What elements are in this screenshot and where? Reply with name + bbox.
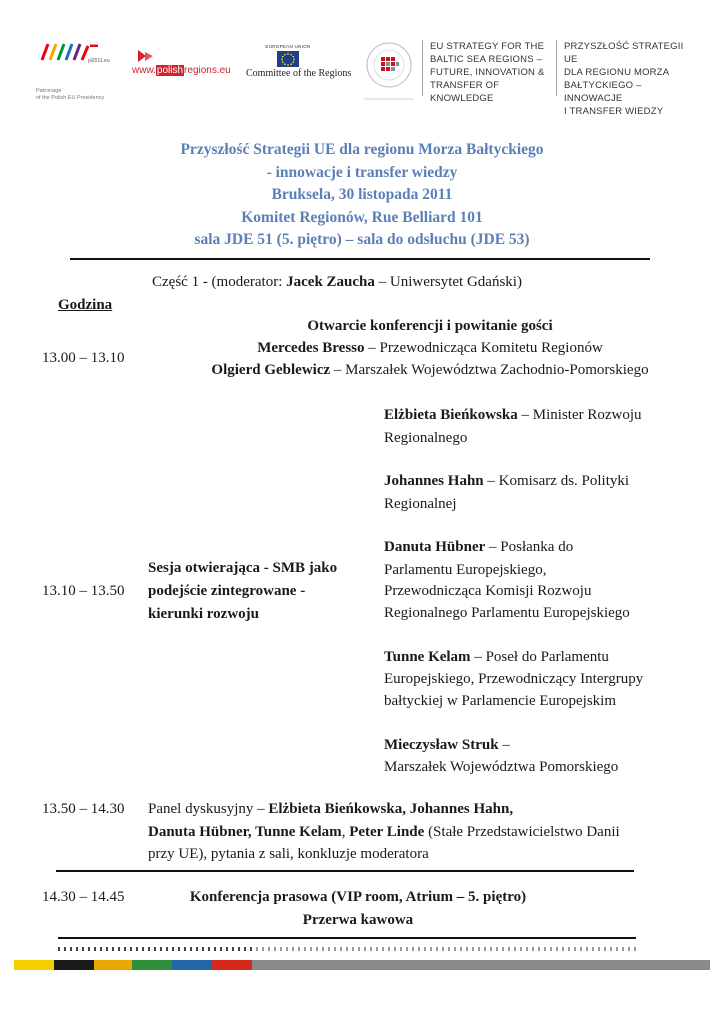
footer-dot (526, 947, 528, 951)
footer-dot (400, 947, 402, 951)
session-title-line: podejście zintegrowane - (148, 583, 306, 599)
footer-dot (88, 947, 90, 951)
footer-dot (466, 947, 468, 951)
panel-line: Panel dyskusyjny – Elżbieta Bieńkowska, Johannes Hahn, (148, 801, 514, 817)
footer-color-segment (54, 960, 94, 970)
title-line: - innowacje i transfer wiedzy (266, 163, 458, 181)
footer-dot (94, 947, 96, 951)
footer-dot (142, 947, 144, 951)
footer-dot (538, 947, 540, 951)
header-title-pl: PRZYSZŁOŚĆ STRATEGII UE DLA REGIONU MORZA BAŁTYCKIEGO – INNOWACJE I TRANSFER WIEDZY (564, 41, 684, 117)
footer-dot (58, 947, 60, 951)
footer-dot (616, 947, 618, 951)
footer-color-segment (252, 960, 481, 970)
part-moderator-line: Część 1 - (moderator: Jacek Zaucha – Uniwersytet Gdański) (152, 274, 522, 290)
footer-dot (220, 947, 222, 951)
footer-dot (586, 947, 588, 951)
footer-dot (532, 947, 534, 951)
footer-dot (598, 947, 600, 951)
footer-dot (370, 947, 372, 951)
footer-dot (406, 947, 408, 951)
time-column-header: Godzina (58, 297, 113, 313)
footer-dot (106, 947, 108, 951)
footer-dot (418, 947, 420, 951)
footer-dot (310, 947, 312, 951)
moderator-name: Jacek Zaucha (286, 274, 375, 290)
footer-dot (322, 947, 324, 951)
footer-dot (286, 947, 288, 951)
footer-dot (70, 947, 72, 951)
footer-dot (394, 947, 396, 951)
polish-regions-url: www.polishregions.eu (132, 65, 231, 76)
speaker-role-line: Regionalnej (384, 496, 457, 512)
speaker-line: Tunne Kelam – Poseł do Parlamentu (384, 649, 609, 665)
footer-dot (574, 947, 576, 951)
footer-dot (352, 947, 354, 951)
footer-dot (478, 947, 480, 951)
footer-dot (436, 947, 438, 951)
seal-underline (364, 98, 414, 101)
footer-dot (118, 947, 120, 951)
footer-dot (412, 947, 414, 951)
footer-dot (268, 947, 270, 951)
footer-dot (304, 947, 306, 951)
footer-dot (256, 947, 258, 951)
footer-dot (442, 947, 444, 951)
section-rule (56, 870, 634, 872)
footer-dot (610, 947, 612, 951)
speaker-role-line: Regionalnego Parlamentu Europejskiego (384, 605, 630, 621)
footer-dot (232, 947, 234, 951)
session-time: 13.10 – 13.50 (42, 583, 125, 599)
presidency-mark-text: pl2011.eu (88, 58, 110, 64)
footer-dot (562, 947, 564, 951)
footer-dot (496, 947, 498, 951)
footer-dot (172, 947, 174, 951)
footer-dot (376, 947, 378, 951)
footer-dot (346, 947, 348, 951)
footer-dot (340, 947, 342, 951)
footer-dot (580, 947, 582, 951)
title-line: Przyszłość Strategii UE dla regionu Morza Bałtyckiego (180, 141, 544, 158)
footer-dot (76, 947, 78, 951)
presidency-patronage-text: Patronage of the Polish EU Presidency (36, 88, 105, 101)
header-title-en: EU STRATEGY FOR THE BALTIC SEA REGIONS – FUTURE, INNOVATION & TRANSFER OF KNOWLEDGE (430, 41, 545, 104)
footer-dot (226, 947, 228, 951)
committee-of-the-regions-name: Committee of the Regions (246, 68, 352, 79)
header-divider (422, 40, 423, 96)
footer-dot (292, 947, 294, 951)
speaker-role-line: Regionalnego (384, 430, 468, 446)
speaker-line: Elżbieta Bieńkowska – Minister Rozwoju (384, 407, 642, 423)
page-header (0, 0, 724, 117)
title-rule (70, 258, 650, 260)
footer-dot (364, 947, 366, 951)
footer-dot (592, 947, 594, 951)
footer-dot (382, 947, 384, 951)
polish-regions-logo (132, 46, 242, 82)
footer-dot (550, 947, 552, 951)
title-line: Bruksela, 30 listopada 2011 (271, 186, 453, 203)
speaker-role-line: bałtyckiej w Parlamencie Europejskim (384, 693, 617, 709)
coffee-break-line: Przerwa kawowa (302, 912, 414, 928)
footer-dot (544, 947, 546, 951)
speaker-role-line: Parlamentu Europejskiego, (384, 562, 547, 578)
footer-dot (334, 947, 336, 951)
footer-dot (202, 947, 204, 951)
speaker-line: Mercedes Bresso – Przewodnicząca Komitetu Regionów (257, 340, 603, 356)
footer-color-segment (14, 960, 54, 970)
footer-dot (472, 947, 474, 951)
footer-dot (502, 947, 504, 951)
footer-dot (634, 947, 636, 951)
footer-dot (514, 947, 516, 951)
footer-color-segment (94, 960, 132, 970)
footer-dotted-line (56, 944, 636, 954)
footer-dot (388, 947, 390, 951)
footer-dot (262, 947, 264, 951)
session-time: 13.50 – 14.30 (42, 801, 125, 817)
zachodniopomorskie-seal-logo (364, 40, 414, 100)
footer-dot (250, 947, 252, 951)
speaker-line: Johannes Hahn – Komisarz ds. Polityki (384, 473, 630, 489)
footer-color-segment (172, 960, 212, 970)
footer-dot (280, 947, 282, 951)
footer-dot (154, 947, 156, 951)
document-title (0, 139, 724, 252)
footer-dot (64, 947, 66, 951)
footer-color-bar (14, 960, 710, 970)
footer-dot (484, 947, 486, 951)
footer-dot (208, 947, 210, 951)
polish-regions-mark-icon (136, 48, 156, 64)
footer-dot (274, 947, 276, 951)
footer-dot (490, 947, 492, 951)
footer-dot (112, 947, 114, 951)
footer-dot (556, 947, 558, 951)
speaker-role-line: Marszałek Województwa Pomorskiego (384, 759, 619, 775)
session-time: 14.30 – 14.45 (42, 889, 125, 905)
footer-dot (160, 947, 162, 951)
footer-dot (622, 947, 624, 951)
footer-color-segment (212, 960, 252, 970)
panel-line: Danuta Hübner, Tunne Kelam, Peter Linde (Stałe Przedstawicielstwo Danii (148, 824, 620, 840)
footer-dot (166, 947, 168, 951)
press-conference-line: Konferencja prasowa (VIP room, Atrium – 5. piętro) (189, 889, 527, 905)
footer-dot (424, 947, 426, 951)
footer-dot (178, 947, 180, 951)
voivodeship-seal-icon (364, 40, 414, 98)
polish-presidency-logo (36, 34, 116, 100)
footer-dot (244, 947, 246, 951)
footer-color-segment (481, 960, 710, 970)
footer-dot (448, 947, 450, 951)
footer-dot (520, 947, 522, 951)
footer-dot (124, 947, 126, 951)
session-time: 13.00 – 13.10 (42, 350, 125, 366)
footer-dot (328, 947, 330, 951)
header-divider (556, 40, 557, 96)
speaker-role-line: Przewodnicząca Komisji Rozwoju (384, 583, 592, 599)
footer-dot (136, 947, 138, 951)
speaker-line: Mieczysław Struk – (384, 737, 510, 753)
footer-dot (130, 947, 132, 951)
title-line: sala JDE 51 (5. piętro) – sala do odsłuchu (JDE 53) (194, 231, 530, 248)
footer-dot (82, 947, 84, 951)
footer-dot (196, 947, 198, 951)
footer-dot (604, 947, 606, 951)
footer-dot (460, 947, 462, 951)
footer-dot (214, 947, 216, 951)
footer-dot (184, 947, 186, 951)
footer-dot (316, 947, 318, 951)
footer-dot (628, 947, 630, 951)
eu-stars-emblem-icon (277, 51, 299, 67)
panel-line: przy UE), pytania z sali, konkluzje moderatora (148, 846, 429, 862)
session-title: Otwarcie konferencji i powitanie gości (307, 318, 553, 334)
footer-dot (100, 947, 102, 951)
footer-dot (238, 947, 240, 951)
footer-dot (148, 947, 150, 951)
speaker-line: Olgierd Geblewicz – Marszałek Województwa Zachodnio-Pomorskiego (211, 362, 649, 378)
title-line: Komitet Regionów, Rue Belliard 101 (241, 208, 483, 226)
eu-label: EUROPEAN UNION (265, 44, 311, 49)
speaker-role-line: Europejskiego, Przewodniczący Intergrupy (384, 671, 644, 687)
footer-color-segment (132, 960, 172, 970)
session-title-line: Sesja otwierająca - SMB jako (148, 560, 338, 576)
footer-dot (298, 947, 300, 951)
committee-of-the-regions-logo (246, 44, 352, 84)
speaker-line: Danuta Hübner – Posłanka do (384, 539, 574, 555)
footer-dot (430, 947, 432, 951)
footer-dot (568, 947, 570, 951)
footer-dot (454, 947, 456, 951)
section-rule (58, 937, 636, 939)
footer-dot (358, 947, 360, 951)
session-title-line: kierunki rozwoju (148, 606, 259, 622)
footer-dot (190, 947, 192, 951)
footer-dot (508, 947, 510, 951)
